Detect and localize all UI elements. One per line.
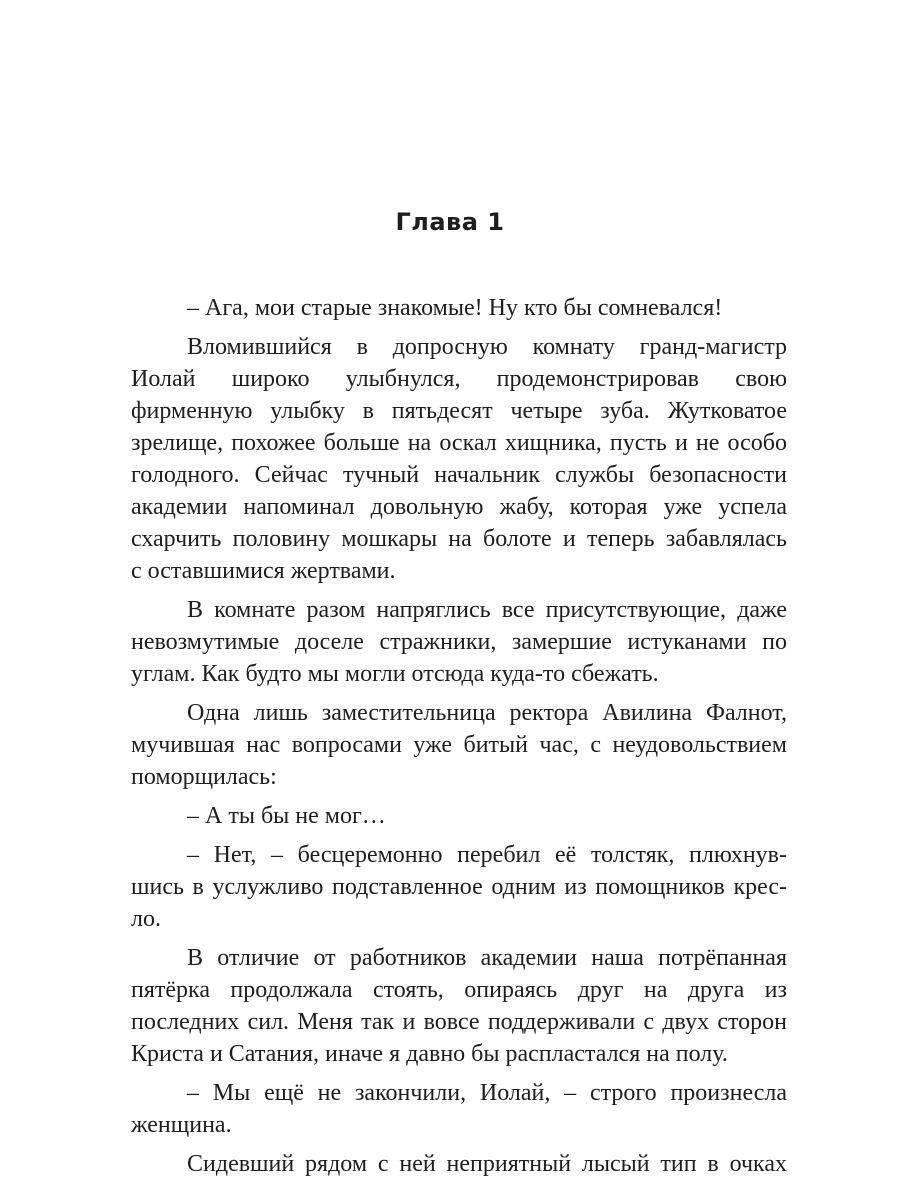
text-line: Одна лишь заместительница ректора Авилина Фалнот, [187,700,787,726]
text-line: – А ты бы не мог… [187,803,386,829]
paragraph-8 [131,1077,787,1141]
text-line: голодного. Сейчас тучный начальник службы безопасности [131,462,787,488]
text-line: Вломившийся в допросную комнату гранд-магистр [187,334,787,360]
text-line: фирменную улыбку в пятьдесят четыре зуба. Жутковатое [131,398,787,424]
text-line: последних сил. Меня так и вовсе поддерживали с двух сторон [131,1009,787,1035]
text-line: углам. Как будто мы могли отсюда куда-то сбежать. [131,661,659,687]
text-line: ло. [131,906,161,932]
text-line: с оставшимися жертвами. [131,558,396,584]
paragraph-9 [131,1148,787,1180]
paragraph-5 [131,800,787,832]
paragraph-6 [131,839,787,935]
paragraph-4 [131,697,787,793]
text-line: схарчить половину мошкары на болоте и теперь забавлялась [131,526,787,552]
chapter-body [131,292,787,1187]
paragraph-7 [131,942,787,1070]
paragraph-3 [131,594,787,690]
text-line: женщина. [131,1112,232,1138]
text-line: шись в услужливо подставленное одним из помощников крес- [131,874,787,900]
text-line: поморщилась: [131,764,277,790]
text-line: невозмутимые доселе стражники, замершие истуканами по [131,629,787,655]
text-line: Сидевший рядом с ней неприятный лысый тип в очках [187,1151,787,1177]
text-line: – Нет, – бесцеремонно перебил её толстяк, плюхнув- [187,842,787,868]
text-line: В комнате разом напряглись все присутствующие, даже [187,597,787,623]
text-line: Иолай широко улыбнулся, продемонстрировав свою [131,366,787,392]
text-line: – Ага, мои старые знакомые! Ну кто бы сомневался! [187,295,723,321]
text-line: Криста и Сатания, иначе я давно бы распластался на полу. [131,1041,728,1067]
paragraph-2 [131,331,787,587]
chapter-title: Глава 1 [395,208,505,236]
text-line: В отличие от работников академии наша потрёпанная [187,945,787,971]
text-line: – Мы ещё не закончили, Иолай, – строго произнесла [187,1080,787,1106]
text-line: пятёрка продолжала стоять, опираясь друг на друга из [131,977,787,1003]
text-line: зрелище, похожее больше на оскал хищника, пусть и не особо [131,430,787,456]
paragraph-1 [131,292,787,324]
text-line: мучившая нас вопросами уже битый час, с неудовольствием [131,732,787,758]
text-line: академии напоминал довольную жабу, которая уже успела [131,494,787,520]
